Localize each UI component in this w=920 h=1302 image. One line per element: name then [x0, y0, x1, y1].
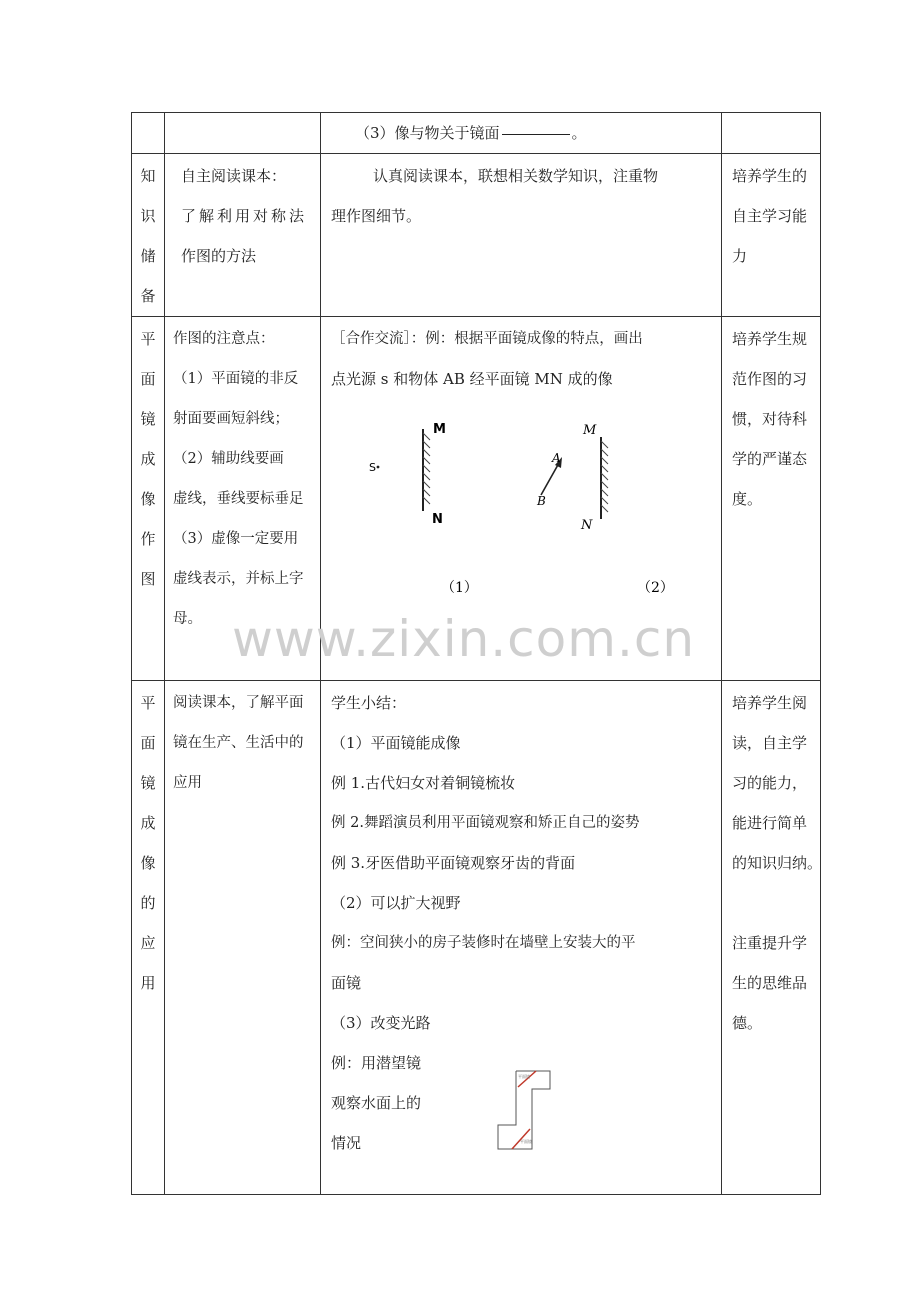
intent-text: 度。: [732, 490, 763, 508]
section-char: 的: [140, 894, 156, 912]
section-char: 知: [140, 167, 156, 185]
section-char: 平: [140, 330, 156, 348]
intent-text: 学的严谨态: [732, 450, 808, 468]
section-char: 平: [140, 694, 156, 712]
intent-text: 的知识归纳。: [732, 854, 823, 872]
point-source-dot: [377, 466, 380, 469]
student-text: 学生小结：: [331, 694, 407, 712]
section-char: 面: [140, 370, 156, 388]
cell-empty: [132, 113, 165, 154]
mirror-diagrams: [331, 399, 715, 599]
section-char: 作: [140, 530, 156, 548]
student-text: 情况: [331, 1134, 362, 1152]
teacher-text: （2）辅助线要画: [173, 451, 284, 467]
section-char: 图: [140, 570, 156, 588]
teacher-activity-cell: [165, 154, 321, 317]
top-mirror-label: 平面镜: [518, 1074, 530, 1079]
blank-question-text: （3）像与物关于镜面: [355, 124, 500, 142]
section-label-application: [132, 681, 165, 1195]
section-char: 镜: [140, 774, 156, 792]
intent-text: 范作图的习: [732, 370, 808, 388]
section-char: 像: [140, 490, 156, 508]
teacher-text: 自主阅读课本：: [181, 167, 287, 185]
teacher-text: 应用: [173, 775, 202, 791]
mirror-figures: [331, 399, 681, 599]
intent-text: 能进行简单: [732, 814, 808, 832]
intent-text: 力: [732, 247, 748, 265]
section-char: 像: [140, 854, 156, 872]
intent-text: 培养学生阅: [732, 694, 808, 712]
section-char: 成: [140, 814, 156, 832]
cell-empty: [165, 113, 321, 154]
student-text: ［合作交流］：例：根据平面镜成像的特点，画出: [331, 331, 643, 347]
periscope-diagram: [496, 1065, 566, 1155]
student-activity-cell: [321, 154, 722, 317]
teacher-text: （1）平面镜的非反: [173, 371, 299, 387]
section-char: 用: [140, 974, 156, 992]
teacher-text: 作图的注意点：: [173, 331, 275, 347]
student-text: 例：用潜望镜: [331, 1054, 422, 1072]
intent-text: 注重提升学: [732, 934, 808, 952]
point-label-a: A: [552, 451, 561, 465]
table-row: [132, 154, 821, 317]
mirror-hatching: [423, 433, 430, 504]
intent-text: 培养学生规: [732, 330, 808, 348]
section-char: 成: [140, 450, 156, 468]
student-activity-cell: [321, 681, 722, 1195]
mirror-hatching: [601, 441, 608, 512]
intent-text: 生的思维品: [732, 974, 808, 992]
design-intent-cell: [722, 154, 821, 317]
student-text: 点光源 s 和物体 AB 经平面镜 MN 成的像: [331, 370, 613, 388]
intent-text: 习的能力，: [732, 774, 808, 792]
design-intent-cell: [722, 681, 821, 1195]
section-char: 储: [140, 247, 156, 265]
intent-text: 德。: [732, 1014, 763, 1032]
intent-text: 读，自主学: [732, 734, 808, 752]
mirror-label-m: M: [583, 423, 597, 438]
figure-2: [536, 423, 674, 596]
section-label-drawing: [132, 317, 165, 681]
student-text: 理作图细节。: [331, 207, 422, 225]
student-text: （2）可以扩大视野: [331, 894, 461, 912]
mirror-label-n: N: [432, 512, 443, 527]
student-text: 认真阅读课本，联想相关数学知识，注重物: [373, 167, 659, 185]
point-source-label: S: [369, 461, 376, 474]
student-text: 例 2.舞蹈演员利用平面镜观察和矫正自己的姿势: [331, 815, 640, 831]
student-text: 例 1.古代妇女对着铜镜梳妆: [331, 774, 516, 792]
teacher-text: 阅读课本，了解平面: [173, 695, 304, 711]
periscope-outline: [498, 1071, 550, 1149]
teacher-text: 母。: [173, 611, 202, 627]
bottom-mirror-label: 平面镜: [520, 1139, 532, 1144]
teacher-text: （3）虚像一定要用: [173, 531, 299, 547]
design-intent-cell: [722, 317, 821, 681]
figure-caption: （1）: [441, 580, 478, 596]
student-text: （3）改变光路: [331, 1014, 431, 1032]
point-label-b: B: [537, 494, 546, 508]
intent-text: 自主学习能: [732, 207, 808, 225]
student-text: 面镜: [331, 974, 362, 992]
blank-question-cell: [321, 113, 722, 154]
intent-spacer: [732, 883, 814, 923]
mirror-label-m: M: [433, 422, 446, 437]
figure-1: [369, 422, 478, 596]
answer-blank[interactable]: [502, 133, 570, 135]
section-char: 应: [140, 934, 156, 952]
teacher-text: 作图的方法: [181, 247, 257, 265]
section-label-knowledge: [132, 154, 165, 317]
teacher-text: 了解利用对称法: [181, 207, 308, 225]
section-char: 镜: [140, 410, 156, 428]
teacher-text: 射面要画短斜线；: [173, 411, 289, 427]
teacher-text: 虚线表示，并标上字: [173, 571, 304, 587]
teacher-activity-cell: [165, 681, 321, 1195]
student-text: 例：空间狭小的房子装修时在墙壁上安装大的平: [331, 935, 636, 951]
figure-caption: （2）: [637, 580, 674, 596]
mirror-label-n: N: [581, 518, 593, 533]
table-row: [132, 113, 821, 154]
watermark: www.zixin.com.cn: [232, 610, 696, 668]
object-ab-arrow: [541, 463, 559, 495]
section-char: 备: [140, 287, 156, 305]
cell-empty: [722, 113, 821, 154]
intent-text: 培养学生的: [732, 167, 808, 185]
teacher-text: 虚线，垂线要标垂足: [173, 491, 304, 507]
table-row: [132, 681, 821, 1195]
student-text: 例 3.牙医借助平面镜观察牙齿的背面: [331, 854, 576, 872]
section-char: 识: [140, 207, 156, 225]
intent-text: 惯，对待科: [732, 410, 808, 428]
student-text: （1）平面镜能成像: [331, 734, 461, 752]
teacher-text: 镜在生产、生活中的: [173, 735, 304, 751]
student-text: 观察水面上的: [331, 1094, 422, 1112]
blank-question-suffix: 。: [571, 124, 587, 142]
section-char: 面: [140, 734, 156, 752]
